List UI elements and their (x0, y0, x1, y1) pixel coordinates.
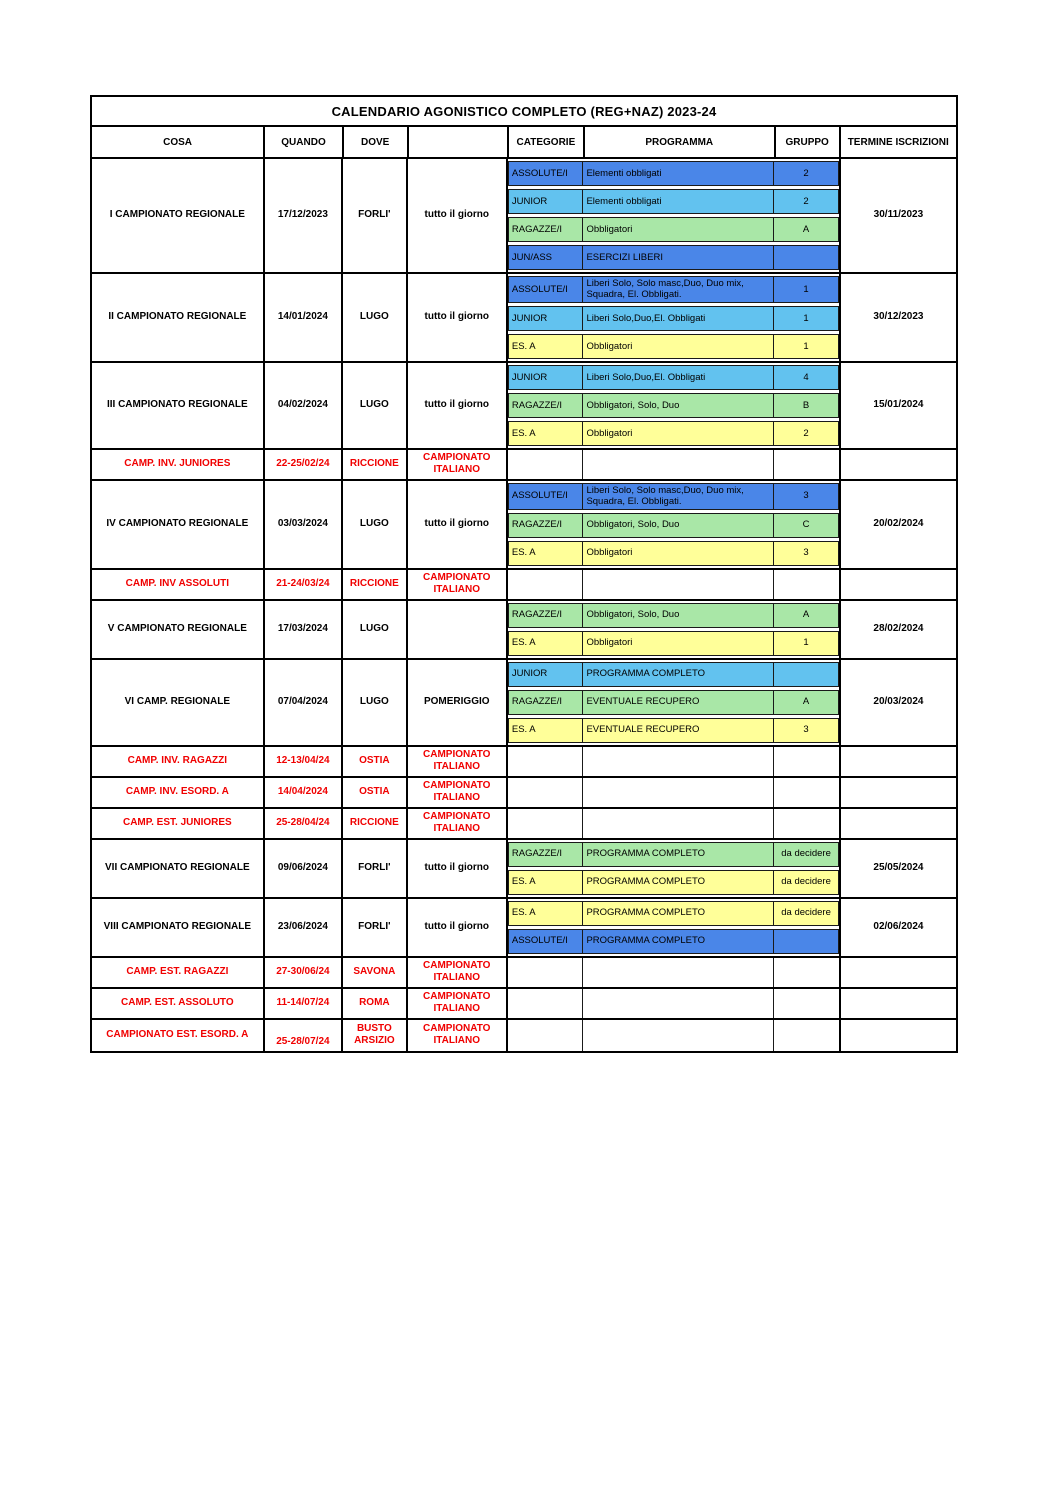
programma-row (508, 276, 839, 303)
dove-cell: LUGO (343, 363, 408, 448)
termine-cell: 02/06/2024 (873, 920, 924, 932)
nota-cell: tutto il giorno (408, 274, 508, 361)
quando-cell: 17/03/2024 (265, 601, 343, 658)
categoria-cell: JUNIOR (508, 306, 584, 331)
cosa-cell: CAMP. INV. RAGAZZI (92, 747, 265, 776)
quando-cell: 03/03/2024 (265, 481, 343, 568)
programmi-area (508, 660, 841, 745)
categoria-cell: RAGAZZE/I (508, 217, 584, 242)
programma-cell: Liberi Solo, Solo masc,Duo, Duo mix, Squadra, El. Obbligati. (582, 483, 774, 510)
nota-cell: CAMPIONATO ITALIANO (408, 747, 508, 776)
calendar-table (90, 95, 958, 1053)
programma-cell: PROGRAMMA COMPLETO (582, 929, 774, 954)
nota-cell: CAMPIONATO ITALIANO (408, 989, 508, 1018)
header-cell-quando: QUANDO (265, 127, 344, 157)
header-cell-gruppo: GRUPPO (776, 127, 841, 157)
regional-event-row (92, 660, 956, 747)
categoria-cell: ASSOLUTE/I (508, 929, 584, 954)
quando-cell: 07/04/2024 (265, 660, 343, 745)
empty-gruppo-cell (774, 778, 839, 807)
empty-programma-cell (583, 958, 774, 987)
empty-categoria-cell (508, 450, 584, 479)
termine-cell (841, 1020, 956, 1051)
categoria-cell: JUNIOR (508, 189, 584, 214)
quando-cell: 09/06/2024 (265, 840, 343, 897)
gruppo-cell: 3 (773, 718, 839, 743)
gruppo-cell: C (773, 513, 839, 538)
national-event-row (92, 958, 956, 989)
quando-cell: 11-14/07/24 (265, 989, 343, 1018)
programma-cell: Liberi Solo,Duo,El. Obbligati (582, 306, 774, 331)
programma-row (508, 189, 839, 214)
gruppo-cell: da decidere (773, 901, 839, 926)
programma-row (508, 483, 839, 510)
programma-row (508, 334, 839, 359)
termine-cell: 28/02/2024 (873, 622, 924, 634)
dove-cell: FORLI' (343, 899, 408, 956)
dove-cell: SAVONA (343, 958, 408, 987)
programma-cell: EVENTUALE RECUPERO (582, 690, 774, 715)
nota-cell: CAMPIONATO ITALIANO (408, 958, 508, 987)
dove-cell: OSTIA (343, 747, 408, 776)
empty-programmi-area (508, 450, 841, 479)
programma-row (508, 306, 839, 331)
nota-cell: CAMPIONATO ITALIANO (408, 778, 508, 807)
categoria-cell: ASSOLUTE/I (508, 161, 584, 186)
quando-cell: 25-28/04/24 (265, 809, 343, 838)
header-cell-dove: DOVE (344, 127, 409, 157)
programma-cell: ESERCIZI LIBERI (582, 245, 774, 270)
quando-cell: 12-13/04/24 (265, 747, 343, 776)
cosa-cell: II CAMPIONATO REGIONALE (92, 274, 265, 361)
dove-cell: OSTIA (343, 778, 408, 807)
quando-cell: 17/12/2023 (265, 159, 343, 272)
programmi-area (508, 899, 841, 956)
termine-cell: 20/03/2024 (873, 695, 924, 707)
categoria-cell: ES. A (508, 421, 584, 446)
header-cell-cosa: COSA (92, 127, 265, 157)
quando-cell: 22-25/02/24 (265, 450, 343, 479)
empty-gruppo-cell (774, 570, 839, 599)
programmi-area (508, 601, 841, 658)
nota-cell: CAMPIONATO ITALIANO (408, 809, 508, 838)
programma-row (508, 365, 839, 390)
categoria-cell: ES. A (508, 870, 584, 895)
empty-programma-cell (583, 1020, 774, 1051)
nota-cell: tutto il giorno (408, 840, 508, 897)
gruppo-cell: 1 (773, 276, 839, 303)
cosa-cell: CAMPIONATO EST. ESORD. A (92, 1020, 265, 1051)
regional-event-row (92, 840, 956, 899)
programma-cell: Obbligatori, Solo, Duo (582, 393, 774, 418)
empty-programmi-area (508, 570, 841, 599)
cosa-cell: VII CAMPIONATO REGIONALE (92, 840, 265, 897)
quando-cell: 14/04/2024 (265, 778, 343, 807)
programma-row (508, 870, 839, 895)
empty-programmi-area (508, 989, 841, 1018)
header-cell-programma: PROGRAMMA (585, 127, 776, 157)
programma-row (508, 929, 839, 954)
programma-row (508, 690, 839, 715)
categoria-cell: ES. A (508, 901, 584, 926)
cosa-cell: III CAMPIONATO REGIONALE (92, 363, 265, 448)
empty-programma-cell (583, 809, 774, 838)
header-cell-categorie: CATEGORIE (509, 127, 585, 157)
empty-programmi-area (508, 1020, 841, 1051)
programma-row (508, 901, 839, 926)
national-event-row (92, 747, 956, 778)
programma-cell: Obbligatori (582, 217, 774, 242)
table-title: CALENDARIO AGONISTICO COMPLETO (REG+NAZ) 2023-24 (92, 97, 956, 127)
gruppo-cell (773, 662, 839, 687)
categoria-cell: ES. A (508, 334, 584, 359)
programma-row (508, 245, 839, 270)
termine-cell: 25/05/2024 (873, 861, 924, 873)
regional-event-row (92, 363, 956, 450)
termine-cell (841, 747, 956, 776)
programma-cell: Obbligatori (582, 334, 774, 359)
gruppo-cell: 3 (773, 483, 839, 510)
empty-categoria-cell (508, 809, 584, 838)
cosa-cell: CAMP. INV. ESORD. A (92, 778, 265, 807)
empty-gruppo-cell (774, 450, 839, 479)
gruppo-cell: 1 (773, 631, 839, 656)
categoria-cell: RAGAZZE/I (508, 513, 584, 538)
programma-row (508, 541, 839, 566)
categoria-cell: JUNIOR (508, 365, 584, 390)
table-header (92, 127, 956, 159)
national-event-row (92, 778, 956, 809)
empty-categoria-cell (508, 958, 584, 987)
cosa-cell: IV CAMPIONATO REGIONALE (92, 481, 265, 568)
programma-row (508, 421, 839, 446)
empty-gruppo-cell (774, 809, 839, 838)
quando-cell: 27-30/06/24 (265, 958, 343, 987)
programma-row (508, 513, 839, 538)
empty-programma-cell (583, 450, 774, 479)
header-cell-termine-iscrizioni: TERMINE ISCRIZIONI (847, 136, 949, 148)
termine-cell (841, 570, 956, 599)
gruppo-cell: B (773, 393, 839, 418)
categoria-cell: ES. A (508, 541, 584, 566)
categoria-cell: RAGAZZE/I (508, 842, 584, 867)
dove-cell: LUGO (343, 660, 408, 745)
gruppo-cell: A (773, 603, 839, 628)
categoria-cell: RAGAZZE/I (508, 603, 584, 628)
programma-cell: Liberi Solo, Solo masc,Duo, Duo mix, Squadra, El. Obbligati. (582, 276, 774, 303)
empty-programmi-area (508, 958, 841, 987)
national-event-row (92, 1020, 956, 1051)
programma-cell: PROGRAMMA COMPLETO (582, 901, 774, 926)
programma-cell: Liberi Solo,Duo,El. Obbligati (582, 365, 774, 390)
programma-row (508, 393, 839, 418)
empty-categoria-cell (508, 747, 584, 776)
empty-gruppo-cell (774, 747, 839, 776)
empty-programma-cell (583, 989, 774, 1018)
gruppo-cell: 2 (773, 161, 839, 186)
programma-row (508, 842, 839, 867)
empty-categoria-cell (508, 1020, 584, 1051)
quando-cell: 23/06/2024 (265, 899, 343, 956)
national-event-row (92, 989, 956, 1020)
gruppo-cell: 1 (773, 306, 839, 331)
programma-row (508, 631, 839, 656)
dove-cell: LUGO (343, 274, 408, 361)
programma-cell: Obbligatori (582, 631, 774, 656)
empty-programmi-area (508, 778, 841, 807)
cosa-cell: CAMP. INV. JUNIORES (92, 450, 265, 479)
nota-cell: CAMPIONATO ITALIANO (408, 1020, 508, 1051)
termine-cell: 30/11/2023 (873, 209, 924, 221)
gruppo-cell: 3 (773, 541, 839, 566)
programma-cell: Elementi obbligati (582, 189, 774, 214)
cosa-cell: VI CAMP. REGIONALE (92, 660, 265, 745)
programmi-area (508, 481, 841, 568)
programma-cell: EVENTUALE RECUPERO (582, 718, 774, 743)
dove-cell: RICCIONE (343, 570, 408, 599)
dove-cell: BUSTO ARSIZIO (343, 1020, 408, 1051)
empty-programmi-area (508, 809, 841, 838)
gruppo-cell: 2 (773, 421, 839, 446)
nota-cell: tutto il giorno (408, 481, 508, 568)
nota-cell: tutto il giorno (408, 159, 508, 272)
termine-cell: 15/01/2024 (873, 399, 924, 411)
categoria-cell: ES. A (508, 631, 584, 656)
programma-row (508, 662, 839, 687)
programma-row (508, 161, 839, 186)
gruppo-cell: 4 (773, 365, 839, 390)
termine-cell (841, 450, 956, 479)
empty-gruppo-cell (774, 958, 839, 987)
empty-categoria-cell (508, 989, 584, 1018)
dove-cell: RICCIONE (343, 809, 408, 838)
categoria-cell: RAGAZZE/I (508, 393, 584, 418)
programma-cell: PROGRAMMA COMPLETO (582, 870, 774, 895)
cosa-cell: CAMP. EST. ASSOLUTO (92, 989, 265, 1018)
cosa-cell: V CAMPIONATO REGIONALE (92, 601, 265, 658)
cosa-cell: I CAMPIONATO REGIONALE (92, 159, 265, 272)
termine-cell (841, 958, 956, 987)
programma-cell: Obbligatori (582, 421, 774, 446)
gruppo-cell: da decidere (773, 870, 839, 895)
nota-cell: POMERIGGIO (408, 660, 508, 745)
programma-cell: PROGRAMMA COMPLETO (582, 662, 774, 687)
programmi-area (508, 363, 841, 448)
dove-cell: FORLI' (343, 840, 408, 897)
categoria-cell: ASSOLUTE/I (508, 483, 584, 510)
gruppo-cell: da decidere (773, 842, 839, 867)
cosa-cell: CAMP. EST. JUNIORES (92, 809, 265, 838)
categoria-cell: RAGAZZE/I (508, 690, 584, 715)
programma-cell: PROGRAMMA COMPLETO (582, 842, 774, 867)
table-body (92, 159, 956, 1051)
programma-row (508, 718, 839, 743)
programma-row (508, 217, 839, 242)
termine-cell (841, 989, 956, 1018)
dove-cell: LUGO (343, 601, 408, 658)
programma-row (508, 603, 839, 628)
empty-gruppo-cell (774, 989, 839, 1018)
empty-programma-cell (583, 570, 774, 599)
programmi-area (508, 840, 841, 897)
termine-cell (841, 778, 956, 807)
empty-categoria-cell (508, 570, 584, 599)
nota-cell: tutto il giorno (408, 363, 508, 448)
gruppo-cell: A (773, 217, 839, 242)
quando-cell: 14/01/2024 (265, 274, 343, 361)
gruppo-cell: 1 (773, 334, 839, 359)
regional-event-row (92, 274, 956, 363)
categoria-cell: ASSOLUTE/I (508, 276, 584, 303)
nota-cell: CAMPIONATO ITALIANO (408, 450, 508, 479)
dove-cell: FORLI' (343, 159, 408, 272)
gruppo-cell: A (773, 690, 839, 715)
programmi-area (508, 159, 841, 272)
gruppo-cell (773, 245, 839, 270)
cosa-cell: VIII CAMPIONATO REGIONALE (92, 899, 265, 956)
header-cell-blank (409, 127, 510, 157)
nota-cell: CAMPIONATO ITALIANO (408, 570, 508, 599)
empty-gruppo-cell (774, 1020, 839, 1051)
regional-event-row (92, 899, 956, 958)
regional-event-row (92, 481, 956, 570)
quando-cell: 04/02/2024 (265, 363, 343, 448)
empty-programmi-area (508, 747, 841, 776)
categoria-cell: ES. A (508, 718, 584, 743)
national-event-row (92, 450, 956, 481)
categoria-cell: JUNIOR (508, 662, 584, 687)
regional-event-row (92, 159, 956, 274)
termine-cell: 20/02/2024 (873, 517, 924, 529)
quando-cell: 25-28/07/24 (265, 1020, 343, 1051)
dove-cell: ROMA (343, 989, 408, 1018)
dove-cell: LUGO (343, 481, 408, 568)
cosa-cell: CAMP. INV ASSOLUTI (92, 570, 265, 599)
regional-event-row (92, 601, 956, 660)
empty-programma-cell (583, 778, 774, 807)
dove-cell: RICCIONE (343, 450, 408, 479)
gruppo-cell: 2 (773, 189, 839, 214)
gruppo-cell (773, 929, 839, 954)
termine-cell: 30/12/2023 (873, 311, 924, 323)
termine-cell (841, 809, 956, 838)
nota-cell (408, 601, 508, 658)
nota-cell: tutto il giorno (408, 899, 508, 956)
programma-cell: Obbligatori, Solo, Duo (582, 513, 774, 538)
programma-cell: Obbligatori (582, 541, 774, 566)
empty-categoria-cell (508, 778, 584, 807)
cosa-cell: CAMP. EST. RAGAZZI (92, 958, 265, 987)
programma-cell: Elementi obbligati (582, 161, 774, 186)
programma-cell: Obbligatori, Solo, Duo (582, 603, 774, 628)
national-event-row (92, 570, 956, 601)
categoria-cell: JUN/ASS (508, 245, 584, 270)
programmi-area (508, 274, 841, 361)
quando-cell: 21-24/03/24 (265, 570, 343, 599)
empty-programma-cell (583, 747, 774, 776)
national-event-row (92, 809, 956, 840)
